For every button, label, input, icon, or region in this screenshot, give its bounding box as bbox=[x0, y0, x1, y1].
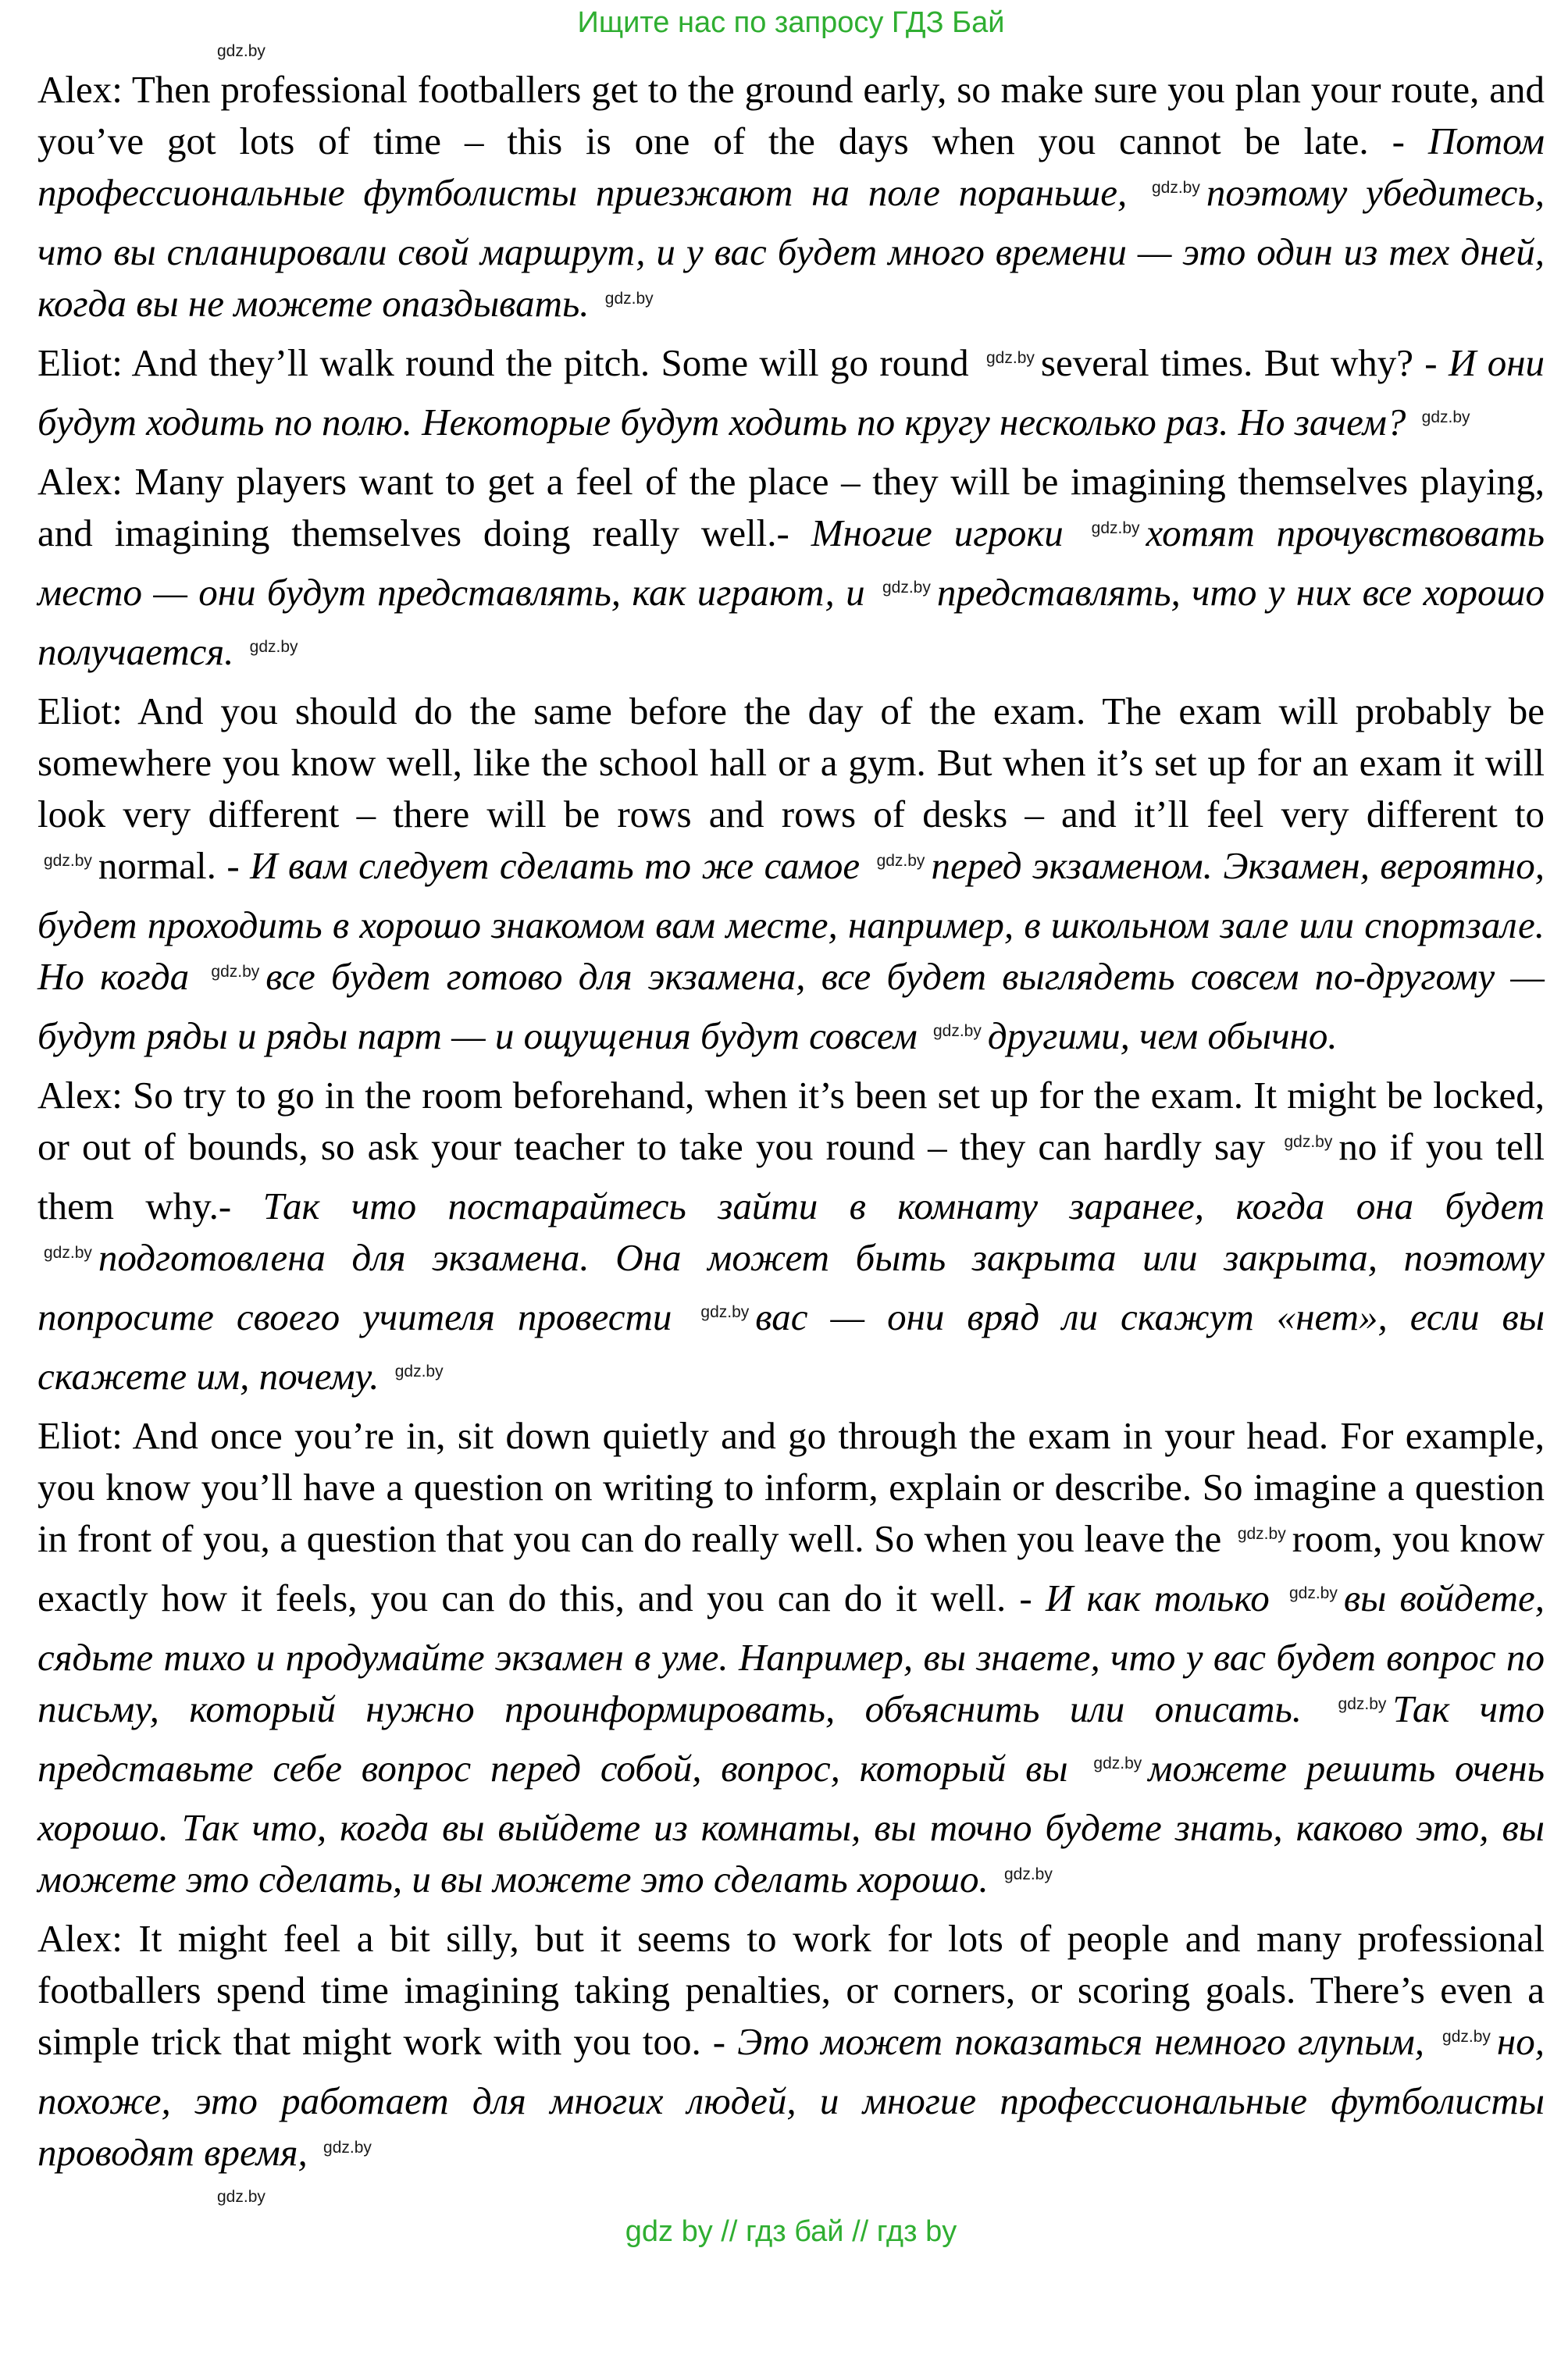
dialogue-text: Alex: Then professional footballers get to the ground early, so make sure you plan your route, and you’ve got lots of time – this is one of the days when you cannot be late. - bbox=[37, 68, 1545, 162]
dialogue-text: Потом профессиональные футболисты приезжают на поле пораньше, bbox=[37, 119, 1545, 214]
dialogue-text: Alex: So try to go in the room beforehand, when it’s been set up for the exam. It might be locked, or out of bounds, so ask your teacher to take you round – they can hardly say bbox=[37, 1074, 1545, 1168]
dialogue-text: Alex: It might feel a bit silly, but it seems to work for lots of people and many professional footballers spend time imagining taking penalties, or corners, or scoring goals. There’s even a simple trick that might work with you too. - bbox=[37, 1917, 1545, 2063]
dialogue-text: можете решить очень хорошо. Так что, когда вы выйдете из комнаты, вы точно будете знать, каково это, вы можете это сделать, и вы можете это сделать хорошо. bbox=[37, 1747, 1545, 1901]
dialogue-text: Это может показаться немного глупым, bbox=[737, 2020, 1437, 2063]
watermark-inline: gdz.by bbox=[1003, 1865, 1053, 1883]
watermark-inline: gdz.by bbox=[323, 2139, 372, 2157]
watermark-inline: gdz.by bbox=[211, 963, 260, 981]
watermark-inline: gdz.by bbox=[1288, 1584, 1338, 1602]
dialogue-text: но, похоже, это работает для многих людей, и многие профессиональные футболисты проводят время, bbox=[37, 2020, 1545, 2174]
paragraph bbox=[37, 64, 1545, 337]
dialogue-text: Так что постарайтесь зайти в комнату заранее, когда она будет bbox=[262, 1185, 1545, 1227]
dialogue-text: вас — они вряд ли скажут «нет», если вы скажете им, почему. bbox=[37, 1295, 1545, 1398]
dialogue-text: Многие игроки bbox=[811, 511, 1085, 554]
dialogue-text: поэтому убедитесь, что вы спланировали свой маршрут, и у вас будет много времени — это один из тех дней, когда вы не можете опаздывать. bbox=[37, 171, 1545, 325]
watermark-inline: gdz.by bbox=[1284, 1133, 1333, 1151]
watermark-inline: gdz.by bbox=[1442, 2028, 1491, 2046]
dialogue-text: хотят прочувствовать место — они будут представлять, как играют, и bbox=[37, 511, 1545, 614]
dialogue-text: normal. - bbox=[98, 844, 251, 887]
dialogue-text: no if you tell them why.- bbox=[37, 1125, 1545, 1227]
watermark-inline: gdz.by bbox=[700, 1303, 750, 1321]
site-header-text: Ищите нас по запросу ГДЗ Бай bbox=[577, 6, 1005, 39]
watermark-inline: gdz.by bbox=[394, 1363, 444, 1381]
watermark-inline: gdz.by bbox=[44, 852, 92, 870]
dialogue-text: И они будут ходить по полю. Некоторые будут ходить по кругу несколько раз. Но зачем? bbox=[37, 341, 1545, 444]
watermark-inline: gdz.by bbox=[876, 852, 925, 870]
dialogue-text: вы войдете, сядьте тихо и продумайте экзамен в уме. Например, вы знаете, что у вас будет вопрос по письму, который нужно проинформировать, объяснить или описать. bbox=[37, 1576, 1545, 1730]
watermark-inline: gdz.by bbox=[1237, 1525, 1286, 1543]
paragraph bbox=[37, 686, 1545, 1070]
dialogue-text: Eliot: And they’ll walk round the pitch. Some will go round bbox=[37, 341, 980, 384]
paragraph bbox=[37, 1070, 1545, 1410]
watermark-inline: gdz.by bbox=[44, 1244, 92, 1262]
dialogue-text: перед экзаменом. Экзамен, вероятно, будет проходить в хорошо знакомом вам месте, например, в школьном зале или спортзале. Но когда bbox=[37, 844, 1545, 998]
dialogue-text: И как только bbox=[1045, 1576, 1283, 1619]
dialogue-text: представлять, что у них все хорошо получается. bbox=[37, 571, 1545, 673]
watermark-inline: gdz.by bbox=[1151, 179, 1200, 197]
dialogue-text: Так что представьте себе вопрос перед собой, вопрос, который вы bbox=[37, 1687, 1545, 1790]
paragraph bbox=[37, 1913, 1545, 2186]
dialogue-text: И вам следует сделать то же самое bbox=[250, 844, 871, 887]
dialogue-text: подготовлена для экзамена. Она может быть закрыта или закрыта, поэтому попросите своего учителя провести bbox=[37, 1236, 1545, 1338]
watermark-inline: gdz.by bbox=[986, 349, 1035, 367]
dialogue-text: room, you know exactly how it feels, you can do this, and you can do it well. - bbox=[37, 1517, 1545, 1619]
watermark-inline: gdz.by bbox=[1338, 1695, 1387, 1713]
dialogue-text: Alex: Many players want to get a feel of the place – they will be imagining themselves playing, and imagining themselves doing really well.- bbox=[37, 460, 1545, 554]
watermark-inline: gdz.by bbox=[932, 1022, 982, 1040]
site-footer-text: gdz by // гдз бай // гдз by bbox=[625, 2215, 957, 2248]
paragraph bbox=[37, 337, 1545, 456]
watermark-bottom: gdz.by bbox=[217, 2188, 265, 2206]
watermark-inline: gdz.by bbox=[1091, 519, 1140, 537]
watermark-inline: gdz.by bbox=[882, 579, 931, 597]
dialogue-text: другими, чем обычно. bbox=[987, 1014, 1338, 1057]
watermark-inline: gdz.by bbox=[1093, 1755, 1142, 1772]
dialogue-text: several times. But why? - bbox=[1040, 341, 1449, 384]
dialogue-text: Eliot: And you should do the same before the day of the exam. The exam will probably be somewhere you know well, like the school hall or a gym. But when it’s set up for an exam it will look very different – there will be rows and rows of desks – and it’ll feel very different to bbox=[37, 689, 1545, 835]
dialogue-text: Eliot: And once you’re in, sit down quietly and go through the exam in your head. For example, you know you’ll have a question on writing to inform, explain or describe. So imagine a question in front of you, a question that you can do really well. So when you leave the bbox=[37, 1414, 1545, 1560]
watermark-inline: gdz.by bbox=[249, 638, 298, 656]
paragraph bbox=[37, 1410, 1545, 1913]
watermark-inline: gdz.by bbox=[604, 290, 654, 308]
paragraph bbox=[37, 456, 1545, 686]
watermark-top: gdz.by bbox=[217, 42, 265, 60]
dialogue-text: все будет готово для экзамена, все будет выглядеть совсем по-другому — будут ряды и ряды парт — и ощущения будут совсем bbox=[37, 955, 1545, 1057]
dialogue bbox=[37, 64, 1545, 2186]
watermark-inline: gdz.by bbox=[1421, 408, 1470, 426]
